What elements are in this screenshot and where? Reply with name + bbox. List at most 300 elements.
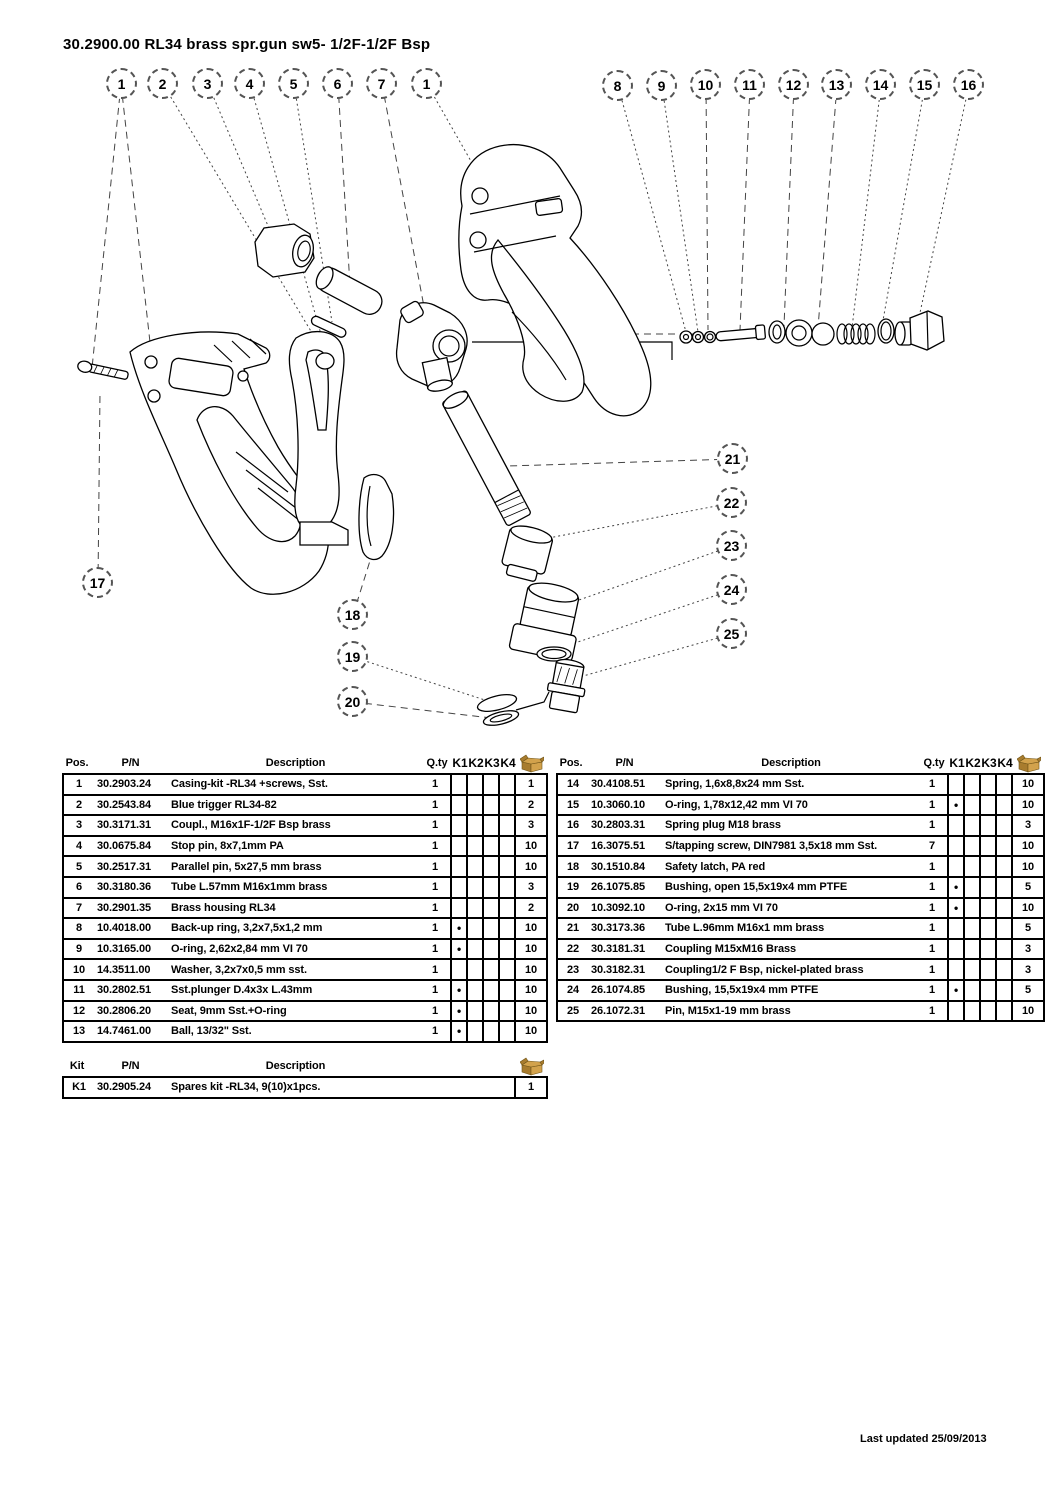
row-pn: 16.3075.51 — [591, 840, 646, 853]
row-qty: 1 — [928, 984, 936, 997]
header-k2: K2 — [468, 756, 484, 770]
row-pn: 30.2517.31 — [97, 860, 152, 873]
row-k4 — [498, 816, 514, 835]
row-desc: Sst.plunger D.4x3x L.43mm — [171, 984, 313, 997]
row-k2 — [963, 796, 979, 815]
row-k4 — [498, 899, 514, 918]
basket-icon — [1017, 754, 1041, 773]
row-k1: • — [947, 878, 963, 897]
header-k1: K1 — [949, 756, 965, 770]
row-k1 — [947, 816, 963, 835]
callout-13: 13 — [821, 69, 852, 100]
row-k3 — [979, 919, 995, 938]
row-pos: 19 — [566, 881, 580, 894]
row-desc: O-ring, 2x15 mm VI 70 — [665, 901, 778, 914]
table-row — [62, 773, 548, 796]
row-k1 — [450, 796, 466, 815]
last-updated-text: Last updated 25/09/2013 — [860, 1433, 987, 1445]
row-qty: 1 — [431, 1004, 439, 1017]
row-pos: 14 — [566, 778, 580, 791]
row-pn: 14.7461.00 — [97, 1025, 152, 1038]
row-k4 — [498, 981, 514, 1000]
row-desc: Coupl., M16x1F-1/2F Bsp brass — [171, 819, 331, 832]
row-pos: 11 — [73, 984, 85, 997]
row-k4 — [995, 775, 1011, 794]
row-k4 — [995, 981, 1011, 1000]
spring-plug-part — [895, 311, 944, 350]
row-qty: 1 — [928, 881, 936, 894]
row-pn: 30.2806.20 — [97, 1004, 152, 1017]
row-k3 — [482, 919, 498, 938]
row-desc: S/tapping screw, DIN7981 3,5x18 mm Sst. — [665, 840, 878, 853]
row-pack-qty: 5 — [1011, 919, 1043, 938]
callout-18: 18 — [337, 599, 368, 630]
row-k4 — [995, 816, 1011, 835]
row-pn: 26.1072.31 — [591, 1004, 646, 1017]
row-pos: 4 — [75, 840, 83, 853]
row-pn: 30.3182.31 — [591, 963, 646, 976]
row-k4 — [995, 796, 1011, 815]
row-k3 — [979, 857, 995, 876]
basket-icon — [520, 754, 544, 773]
callout-12: 12 — [778, 69, 809, 100]
row-desc: Spares kit -RL34, 9(10)x1pcs. — [171, 1081, 321, 1094]
row-pos: 12 — [72, 1004, 86, 1017]
table-header-row — [556, 753, 1045, 773]
row-k3 — [979, 837, 995, 856]
row-k1: • — [450, 1022, 466, 1041]
header-k1: K1 — [452, 756, 468, 770]
table-row — [556, 1000, 1045, 1023]
row-pn: 30.3181.31 — [591, 943, 646, 956]
table-row — [556, 958, 1045, 981]
row-pn: 14.3511.00 — [97, 963, 151, 976]
row-pos: 23 — [566, 963, 580, 976]
row-k4 — [498, 857, 514, 876]
row-pn: 30.2905.24 — [97, 1081, 152, 1094]
row-desc: O-ring, 2,62x2,84 mm VI 70 — [171, 943, 308, 956]
row-pn: 10.3165.00 — [97, 943, 152, 956]
table-row — [556, 897, 1045, 920]
row-k4 — [498, 775, 514, 794]
row-desc: Coupling M15xM16 Brass — [665, 943, 797, 956]
callout-1a: 1 — [106, 68, 137, 99]
row-desc: Bushing, open 15,5x19x4 mm PTFE — [665, 881, 848, 894]
row-qty: 1 — [928, 860, 936, 873]
row-pos: 8 — [75, 922, 83, 935]
row-pos: 24 — [566, 984, 580, 997]
row-pack-qty: 3 — [514, 816, 546, 835]
callout-3: 3 — [192, 68, 223, 99]
header-k3: K3 — [981, 756, 997, 770]
header-pn: P/N — [121, 1060, 140, 1072]
row-pn: 30.3180.36 — [97, 881, 152, 894]
row-k2 — [466, 940, 482, 959]
row-qty: 1 — [928, 1004, 936, 1017]
callout-15: 15 — [909, 69, 940, 100]
header-desc: Description — [761, 757, 821, 769]
row-desc: Tube L.57mm M16x1mm brass — [171, 881, 328, 894]
row-desc: Washer, 3,2x7x0,5 mm sst. — [171, 963, 307, 976]
row-k2 — [963, 919, 979, 938]
row-qty: 1 — [928, 963, 936, 976]
lance-tube-part — [441, 388, 532, 526]
callout-9: 9 — [646, 70, 677, 101]
row-qty: 1 — [431, 798, 439, 811]
row-k1 — [947, 960, 963, 979]
row-k1: • — [450, 1002, 466, 1021]
row-k3 — [979, 878, 995, 897]
row-pos: 7 — [75, 901, 83, 914]
pin-part — [544, 657, 589, 714]
row-k3 — [979, 796, 995, 815]
header-k2: K2 — [965, 756, 981, 770]
row-k3 — [482, 816, 498, 835]
screw-part — [77, 360, 129, 381]
row-desc: Parallel pin, 5x27,5 mm brass — [171, 860, 322, 873]
row-pack-qty: 10 — [514, 837, 546, 856]
callout-25: 25 — [716, 618, 747, 649]
row-pos: 10 — [72, 963, 86, 976]
callout-14: 14 — [865, 69, 896, 100]
header-pos: Pos. — [65, 757, 89, 769]
table-row — [62, 938, 548, 961]
row-pn: 30.0675.84 — [97, 840, 152, 853]
row-k4 — [498, 960, 514, 979]
table-row — [556, 773, 1045, 796]
row-k1 — [947, 857, 963, 876]
row-k1 — [450, 878, 466, 897]
row-desc: Ball, 13/32" Sst. — [171, 1025, 252, 1038]
header-k4: K4 — [997, 756, 1013, 770]
row-pos: 6 — [75, 881, 83, 894]
callout-24: 24 — [716, 574, 747, 605]
row-k1 — [947, 775, 963, 794]
row-k3 — [482, 878, 498, 897]
row-desc: Stop pin, 8x7,1mm PA — [171, 840, 284, 853]
row-qty: 1 — [431, 840, 439, 853]
row-k3 — [979, 960, 995, 979]
table-row — [62, 814, 548, 837]
row-pos: 9 — [75, 943, 83, 956]
row-qty: 1 — [431, 901, 439, 914]
row-desc: Coupling1/2 F Bsp, nickel-plated brass — [665, 963, 864, 976]
row-pack-qty: 10 — [514, 940, 546, 959]
row-k4 — [498, 878, 514, 897]
row-qty: 1 — [431, 881, 439, 894]
row-pn: 30.2543.84 — [97, 798, 152, 811]
row-k2 — [466, 919, 482, 938]
header-desc: Description — [265, 1060, 326, 1072]
row-desc: Safety latch, PA red — [665, 860, 766, 873]
row-k1: • — [450, 981, 466, 1000]
table-row — [556, 917, 1045, 940]
row-k1 — [450, 816, 466, 835]
row-k4 — [498, 919, 514, 938]
row-k4 — [995, 1002, 1011, 1021]
row-k1: • — [947, 981, 963, 1000]
header-spacer — [422, 1056, 516, 1076]
parts-table-left — [62, 753, 548, 1043]
row-desc: Seat, 9mm Sst.+O-ring — [171, 1004, 287, 1017]
row-pack-qty: 3 — [1011, 960, 1043, 979]
row-spacer — [420, 1078, 514, 1097]
row-desc: Blue trigger RL34-82 — [171, 798, 277, 811]
row-qty: 1 — [928, 943, 936, 956]
callout-23: 23 — [716, 530, 747, 561]
row-pos: 3 — [75, 819, 83, 832]
table-row — [62, 979, 548, 1002]
row-pack-qty: 10 — [514, 981, 546, 1000]
row-qty: 1 — [928, 798, 936, 811]
row-k2 — [963, 981, 979, 1000]
row-pos: 15 — [566, 798, 580, 811]
row-k2 — [963, 1002, 979, 1021]
table-row — [556, 794, 1045, 817]
callout-8: 8 — [602, 70, 633, 101]
row-k2 — [963, 878, 979, 897]
callout-4: 4 — [234, 68, 265, 99]
table-row — [62, 958, 548, 981]
row-pn: 10.3092.10 — [591, 901, 646, 914]
row-pack-qty: 10 — [1011, 837, 1043, 856]
row-k4 — [498, 1022, 514, 1041]
row-k1 — [450, 775, 466, 794]
callout-19: 19 — [337, 641, 368, 672]
row-k2 — [963, 857, 979, 876]
row-pn: 10.3060.10 — [591, 798, 646, 811]
row-k2 — [466, 878, 482, 897]
row-k3 — [979, 981, 995, 1000]
table-row — [556, 876, 1045, 899]
row-pack-qty: 10 — [514, 1002, 546, 1021]
header-qty: Q.ty — [426, 757, 448, 769]
row-k3 — [979, 899, 995, 918]
table-header-row — [62, 753, 548, 773]
row-pn: 26.1074.85 — [591, 984, 646, 997]
seal-parts — [476, 691, 549, 728]
row-k2 — [466, 960, 482, 979]
row-pos: 2 — [75, 798, 83, 811]
row-desc: Bushing, 15,5x19x4 mm PTFE — [665, 984, 819, 997]
row-pack-qty: 3 — [1011, 940, 1043, 959]
row-k3 — [979, 1002, 995, 1021]
row-pn: 30.4108.51 — [591, 778, 646, 791]
row-k3 — [482, 960, 498, 979]
table-row — [556, 814, 1045, 837]
row-k4 — [498, 837, 514, 856]
row-k1 — [450, 837, 466, 856]
callout-6: 6 — [322, 68, 353, 99]
row-qty: 1 — [431, 819, 439, 832]
row-k3 — [482, 1022, 498, 1041]
row-desc: Spring, 1,6x8,8x24 mm Sst. — [665, 778, 805, 791]
row-pack-qty: 10 — [1011, 857, 1043, 876]
header-basket — [1013, 753, 1045, 773]
row-k3 — [482, 1002, 498, 1021]
row-qty: 1 — [431, 1025, 439, 1038]
row-pack-qty: 10 — [1011, 1002, 1043, 1021]
row-k2 — [963, 816, 979, 835]
row-k2 — [466, 981, 482, 1000]
row-k4 — [995, 837, 1011, 856]
row-k1 — [947, 919, 963, 938]
table-row — [62, 835, 548, 858]
row-pack-qty: 5 — [1011, 981, 1043, 1000]
callout-7: 7 — [366, 68, 397, 99]
row-pn: 10.4018.00 — [97, 922, 152, 935]
row-k4 — [498, 796, 514, 815]
row-pack-qty: 1 — [514, 775, 546, 794]
row-k2 — [466, 796, 482, 815]
row-k3 — [482, 775, 498, 794]
row-k1: • — [947, 899, 963, 918]
row-pack-qty: 10 — [1011, 796, 1043, 815]
row-pos: 16 — [566, 819, 580, 832]
row-desc: O-ring, 1,78x12,42 mm VI 70 — [665, 798, 808, 811]
row-pos: K1 — [72, 1081, 86, 1094]
basket-icon — [520, 1057, 544, 1076]
row-pn: 30.3171.31 — [97, 819, 152, 832]
row-desc: Brass housing RL34 — [171, 901, 276, 914]
row-k2 — [963, 899, 979, 918]
header-qty: Q.ty — [923, 757, 945, 769]
tube-part — [313, 264, 387, 319]
row-k1 — [947, 1002, 963, 1021]
row-k3 — [482, 940, 498, 959]
row-pn: 30.2903.24 — [97, 778, 152, 791]
row-k2 — [963, 940, 979, 959]
row-k1 — [947, 940, 963, 959]
row-k4 — [995, 857, 1011, 876]
row-k4 — [995, 940, 1011, 959]
table-row — [556, 855, 1045, 878]
row-k4 — [995, 919, 1011, 938]
casing-right-part — [459, 145, 651, 416]
row-pn: 30.3173.36 — [591, 922, 646, 935]
table-row — [62, 1020, 548, 1043]
row-pos: 20 — [566, 901, 580, 914]
row-pack-qty: 2 — [514, 796, 546, 815]
row-k3 — [482, 857, 498, 876]
row-k2 — [466, 837, 482, 856]
row-k3 — [482, 899, 498, 918]
stop-pin-part — [316, 353, 334, 369]
callout-2: 2 — [147, 68, 178, 99]
callout-22: 22 — [716, 487, 747, 518]
row-pn: 30.2802.51 — [97, 984, 152, 997]
row-pos: 1 — [75, 778, 83, 791]
row-qty: 1 — [928, 778, 936, 791]
row-pack-qty: 10 — [1011, 899, 1043, 918]
row-pack-qty: 1 — [514, 1078, 546, 1097]
row-k2 — [466, 857, 482, 876]
table-row — [62, 897, 548, 920]
small-parts-row — [680, 311, 944, 350]
row-k1 — [947, 837, 963, 856]
table-row — [62, 794, 548, 817]
row-k2 — [963, 960, 979, 979]
row-qty: 1 — [928, 901, 936, 914]
callout-5: 5 — [278, 68, 309, 99]
header-basket — [516, 753, 548, 773]
row-qty: 1 — [928, 922, 936, 935]
header-desc: Description — [265, 757, 326, 769]
row-k4 — [995, 899, 1011, 918]
row-pos: 18 — [566, 860, 580, 873]
row-pos: 25 — [566, 1004, 580, 1017]
header-k3: K3 — [484, 756, 500, 770]
row-qty: 1 — [431, 984, 439, 997]
header-pos: Kit — [69, 1060, 85, 1072]
row-pos: 13 — [72, 1025, 86, 1038]
row-qty: 1 — [431, 778, 439, 791]
row-k2 — [466, 1022, 482, 1041]
table-row — [62, 876, 548, 899]
row-k2 — [466, 775, 482, 794]
row-pn: 30.1510.84 — [591, 860, 646, 873]
row-k3 — [482, 837, 498, 856]
row-desc: Back-up ring, 3,2x7,5x1,2 mm — [171, 922, 323, 935]
row-k3 — [482, 796, 498, 815]
table-row — [62, 855, 548, 878]
header-k4: K4 — [500, 756, 516, 770]
row-desc: Spring plug M18 brass — [665, 819, 781, 832]
row-pos: 21 — [566, 922, 580, 935]
row-k1: • — [450, 919, 466, 938]
row-qty: 1 — [431, 860, 439, 873]
row-k3 — [979, 816, 995, 835]
row-k1 — [450, 857, 466, 876]
row-pack-qty: 3 — [1011, 816, 1043, 835]
callout-21: 21 — [717, 443, 748, 474]
brass-housing-part — [397, 300, 468, 393]
safety-latch-part — [359, 475, 394, 560]
row-pos: 22 — [566, 943, 580, 956]
row-desc: Tube L.96mm M16x1 mm brass — [665, 922, 825, 935]
row-k2 — [963, 775, 979, 794]
parts-table-right — [556, 753, 1045, 1022]
row-qty: 1 — [928, 819, 936, 832]
row-k1 — [450, 960, 466, 979]
row-pack-qty: 10 — [514, 857, 546, 876]
callout-16: 16 — [953, 69, 984, 100]
row-k1: • — [450, 940, 466, 959]
row-k3 — [979, 940, 995, 959]
table-row — [556, 835, 1045, 858]
table-row — [556, 979, 1045, 1002]
row-k4 — [498, 940, 514, 959]
row-k3 — [482, 981, 498, 1000]
callout-1b: 1 — [411, 68, 442, 99]
row-k1: • — [947, 796, 963, 815]
row-k2 — [466, 816, 482, 835]
table-row — [556, 938, 1045, 961]
row-k1 — [450, 899, 466, 918]
row-qty: 1 — [431, 963, 439, 976]
row-pack-qty: 3 — [514, 878, 546, 897]
callout-17: 17 — [82, 567, 113, 598]
row-k2 — [963, 837, 979, 856]
coupling-nut-part — [255, 224, 316, 277]
callout-20: 20 — [337, 686, 368, 717]
table-header-row — [62, 1056, 548, 1076]
row-k2 — [466, 899, 482, 918]
row-pack-qty: 10 — [514, 960, 546, 979]
row-qty: 1 — [431, 943, 439, 956]
row-pack-qty: 2 — [514, 899, 546, 918]
callout-10: 10 — [690, 69, 721, 100]
